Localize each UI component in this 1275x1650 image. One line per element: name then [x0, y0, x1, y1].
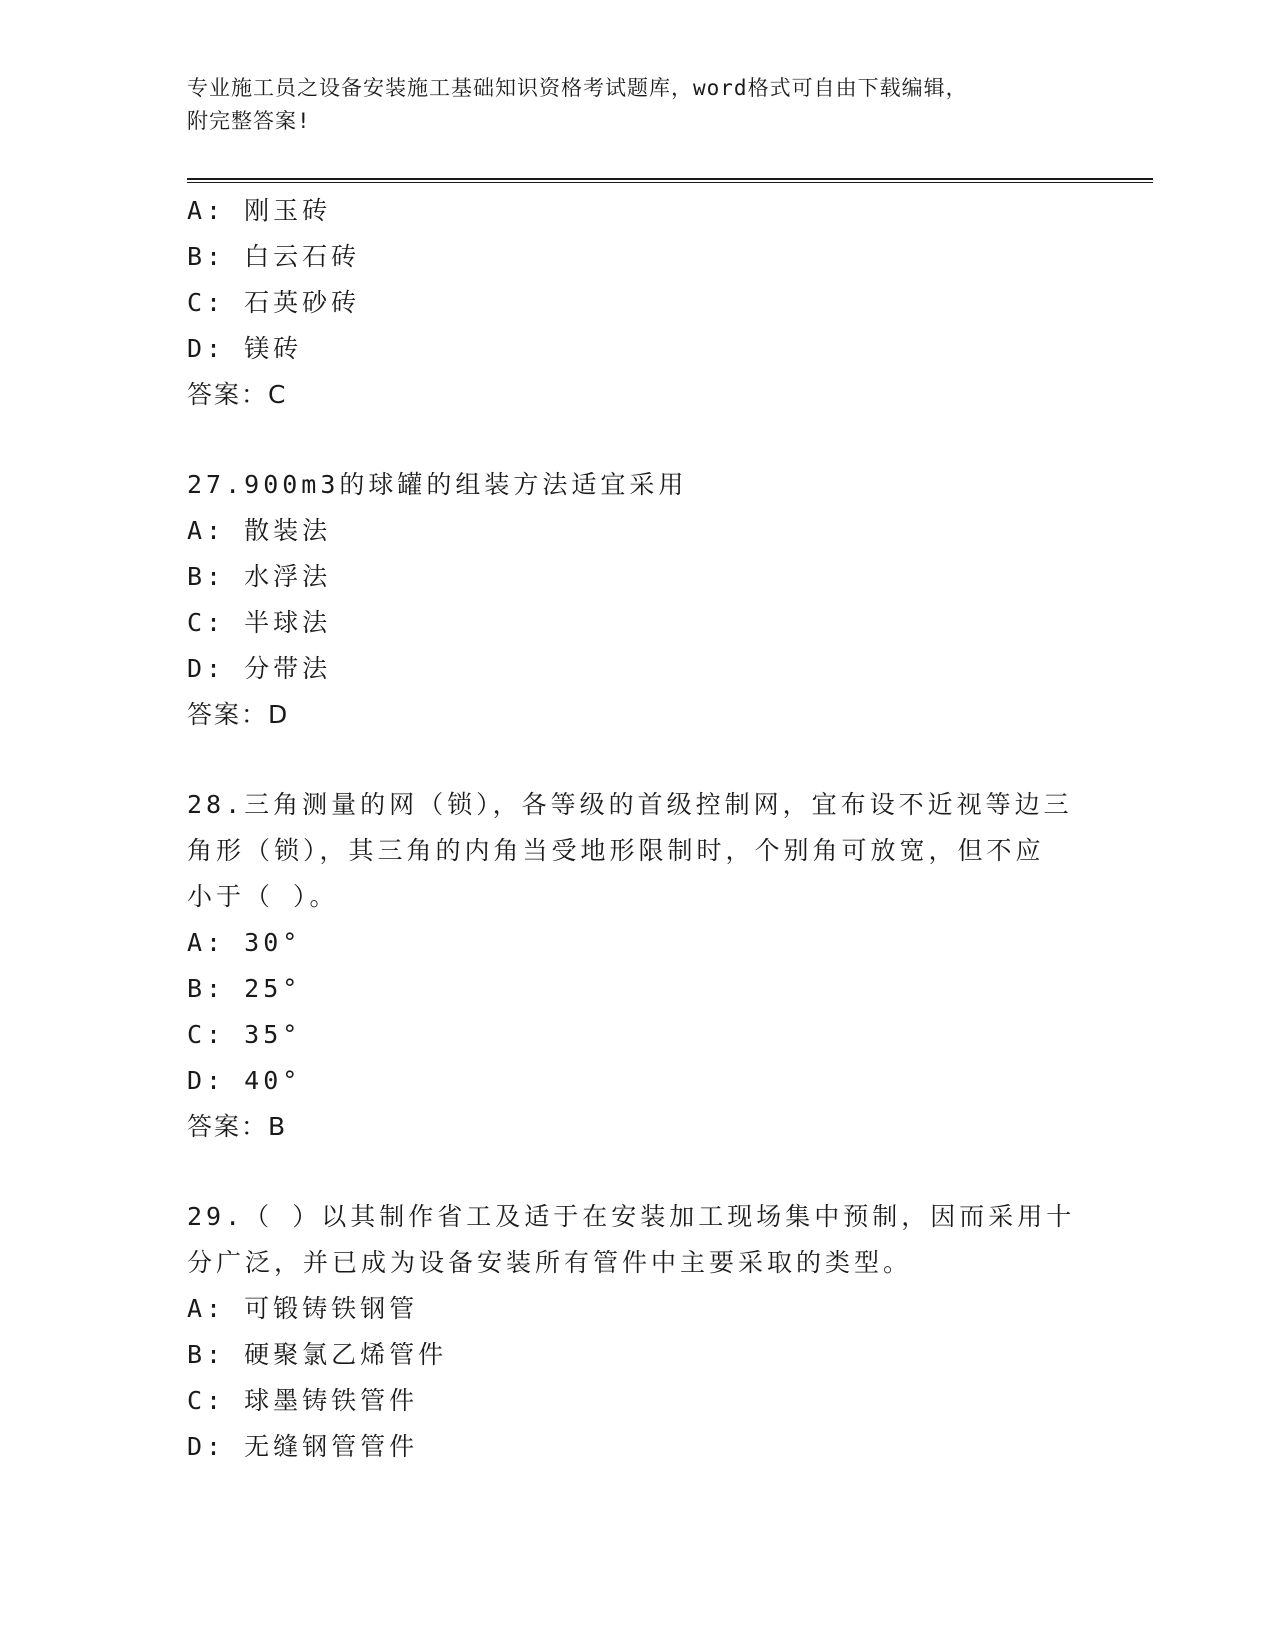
option-a: A: 散装法 — [187, 516, 332, 545]
option-c: C: 球墨铸铁管件 — [187, 1386, 419, 1415]
option-a: A: 可锻铸铁钢管 — [187, 1294, 419, 1323]
header-line-1: 专业施工员之设备安装施工基础知识资格考试题库，word格式可自由下载编辑， — [187, 76, 968, 100]
question-29 — [187, 1194, 1087, 1470]
header-line-2: 附完整答案! — [187, 109, 311, 133]
option-b: B: 白云石砖 — [187, 242, 361, 271]
question-27 — [187, 462, 1087, 738]
option-d: D: 分带法 — [187, 654, 332, 683]
option-b: B: 水浮法 — [187, 562, 332, 591]
header-divider — [187, 178, 1153, 183]
question-list — [187, 188, 1087, 1470]
spacer — [187, 418, 1087, 462]
question-text-line-3: 小于（ ）。 — [187, 882, 339, 911]
option-d: D: 40° — [187, 1066, 302, 1095]
question-text-line-2: 分广泛，并已成为设备安装所有管件中主要采取的类型。 — [187, 1248, 913, 1277]
option-a: A: 30° — [187, 928, 302, 957]
spacer — [187, 1150, 1087, 1194]
question-text-line-1: 29.（ ）以其制作省工及适于在安装加工现场集中预制，因而采用十 — [187, 1202, 1076, 1231]
option-d: D: 无缝钢管管件 — [187, 1432, 419, 1461]
option-c: C: 35° — [187, 1020, 302, 1049]
option-b: B: 25° — [187, 974, 302, 1003]
option-c: C: 半球法 — [187, 608, 332, 637]
answer: 答案：D — [187, 700, 290, 729]
document-header — [187, 72, 1087, 138]
question-26 — [187, 188, 1087, 418]
answer: 答案：B — [187, 1112, 288, 1141]
option-b: B: 硬聚氯乙烯管件 — [187, 1340, 448, 1369]
answer: 答案：C — [187, 380, 288, 409]
option-a: A: 刚玉砖 — [187, 196, 332, 225]
option-d: D: 镁砖 — [187, 334, 303, 363]
question-text-line-1: 28.三角测量的网（锁），各等级的首级控制网，宜布设不近视等边三 — [187, 790, 1073, 819]
question-text: 27.900m3的球罐的组装方法适宜采用 — [187, 470, 688, 499]
question-28 — [187, 782, 1087, 1150]
option-c: C: 石英砂砖 — [187, 288, 361, 317]
spacer — [187, 738, 1087, 782]
question-text-line-2: 角形（锁），其三角的内角当受地形限制时，个别角可放宽，但不应 — [187, 836, 1045, 865]
